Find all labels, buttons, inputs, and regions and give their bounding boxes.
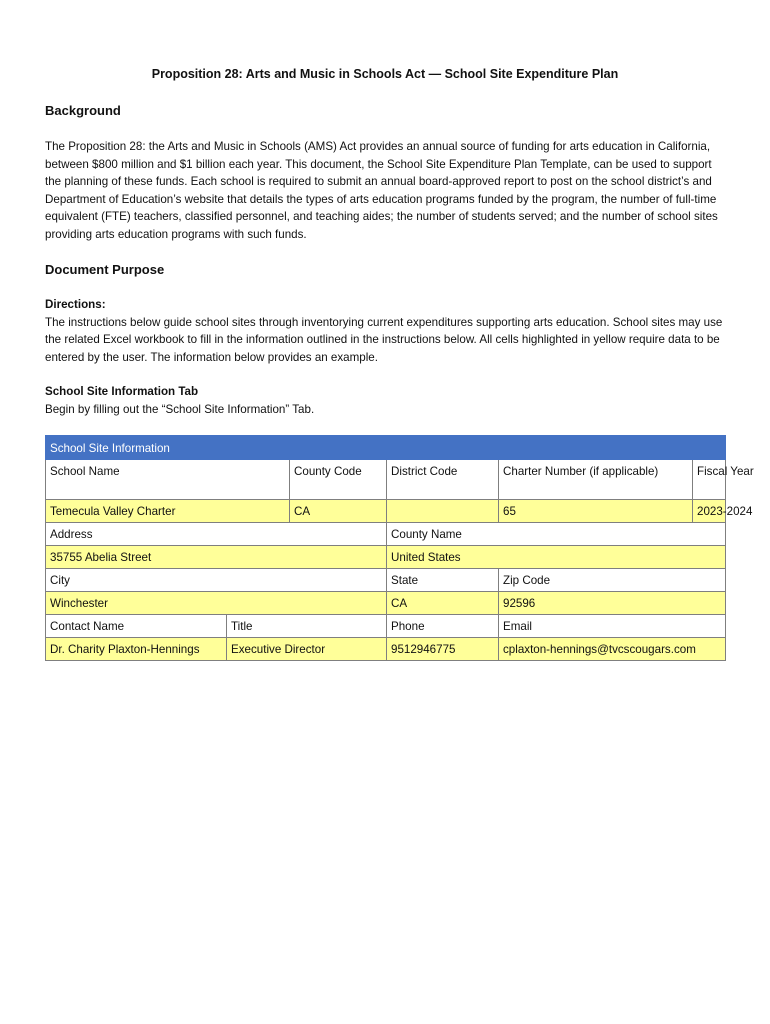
background-paragraph: The Proposition 28: the Arts and Music in Schools (AMS) Act provides an annual source of funding for arts education in California, between $800 million and $1 billion each year. This document, the School Site Expenditure Plan Template, can be used to support the planning of these funds. Each school is required to submit an annual board-approved report to post on the school district’s and Department of Education’s website that details the types of arts education programs funded by the program, the number of full-time equivalent (FTE) teachers, classified personnel, and teaching aides; the number of students served; and the number of school sites providing arts education programs with such funds. <box>45 140 718 241</box>
fiscal-year-label: Fiscal Year <box>693 460 726 500</box>
city-field[interactable]: Winchester <box>46 592 387 615</box>
school-site-tab-heading: School Site Information Tab <box>45 385 199 398</box>
district-code-field[interactable] <box>387 500 499 523</box>
zip-code-label: Zip Code <box>499 569 726 592</box>
table-header: School Site Information <box>46 436 726 460</box>
county-name-label: County Name <box>387 523 726 546</box>
directions-label: Directions: <box>45 298 106 311</box>
school-site-tab-instructions: Begin by filling out the “School Site Information” Tab. <box>45 402 315 416</box>
phone-field[interactable]: 9512946775 <box>387 638 499 661</box>
address-label: Address <box>46 523 387 546</box>
county-code-field[interactable]: CA <box>290 500 387 523</box>
city-label: City <box>46 569 387 592</box>
email-label: Email <box>499 615 726 638</box>
document-purpose-heading: Document Purpose <box>45 262 165 277</box>
school-name-label: School Name <box>46 460 290 500</box>
contact-name-label: Contact Name <box>46 615 227 638</box>
school-site-tab-block <box>45 383 730 418</box>
state-field[interactable]: CA <box>387 592 499 615</box>
table-row <box>46 460 726 500</box>
county-name-field[interactable]: United States <box>387 546 726 569</box>
table-row <box>46 500 726 523</box>
table-row <box>46 546 726 569</box>
directions-block <box>45 296 730 366</box>
school-name-field[interactable]: Temecula Valley Charter <box>46 500 290 523</box>
state-label: State <box>387 569 499 592</box>
table-row <box>46 615 726 638</box>
fiscal-year-field[interactable]: 2023-2024 <box>693 500 726 523</box>
background-heading: Background <box>45 103 121 118</box>
table-row <box>46 569 726 592</box>
charter-number-field[interactable]: 65 <box>499 500 693 523</box>
zip-code-field[interactable]: 92596 <box>499 592 726 615</box>
title-label: Title <box>227 615 387 638</box>
school-site-information-table <box>45 435 754 661</box>
title-field[interactable]: Executive Director <box>227 638 387 661</box>
phone-label: Phone <box>387 615 499 638</box>
document-title: Proposition 28: Arts and Music in Schools Act — School Site Expenditure Plan <box>151 67 619 81</box>
contact-name-field[interactable]: Dr. Charity Plaxton-Hennings <box>46 638 227 661</box>
address-field[interactable]: 35755 Abelia Street <box>46 546 387 569</box>
county-code-label: County Code <box>290 460 387 500</box>
charter-number-label: Charter Number (if applicable) <box>499 460 693 500</box>
email-field[interactable]: cplaxton-hennings@tvcscougars.com <box>499 638 726 661</box>
table-row <box>46 592 726 615</box>
table-row <box>46 523 726 546</box>
table-row <box>46 638 726 661</box>
directions-paragraph: The instructions below guide school sites through inventorying current expenditures supporting arts education. School sites may use the related Excel workbook to fill in the information outlined in the instructions below. All cells highlighted in yellow require data to be entered by the user. The information below provides an example. <box>45 315 723 364</box>
district-code-label: District Code <box>387 460 499 500</box>
table-header-row <box>46 436 726 460</box>
